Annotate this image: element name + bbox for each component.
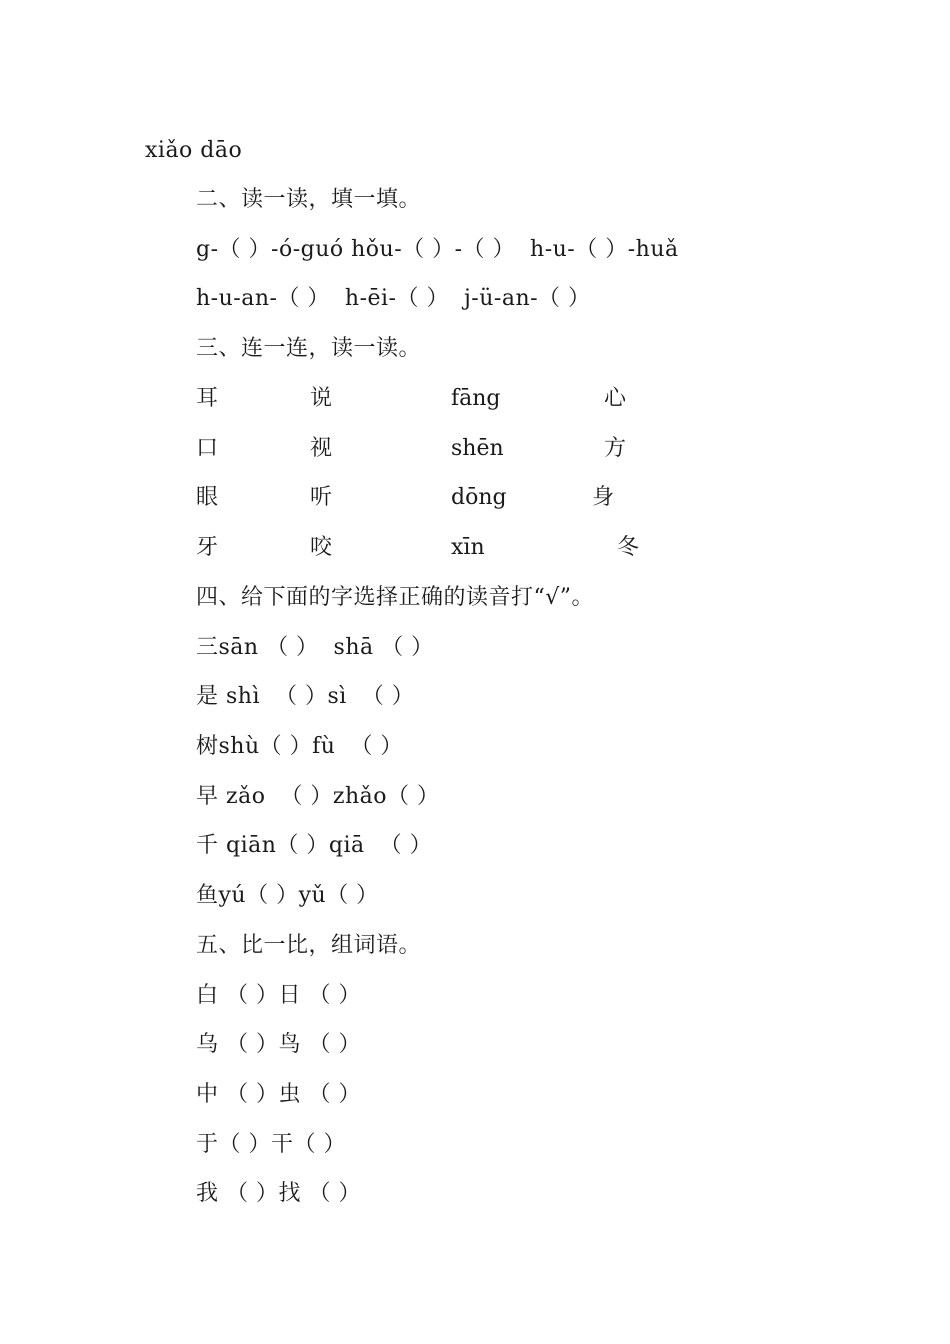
section4-heading: 四、给下面的字选择正确的读音打“√”。 [196,585,595,610]
word-group-item: 中 （ ）虫 （ ） [196,1082,361,1107]
match-char-d: 方 [604,436,627,461]
word-group-item: 乌 （ ）鸟 （ ） [196,1032,361,1057]
match-char-b: 听 [310,485,333,510]
match-char-b: 咬 [310,535,333,560]
section3-heading: 三、连一连，读一读。 [196,336,422,361]
word-group-item: 于（ ）干（ ） [196,1132,346,1157]
match-char-b: 说 [310,386,333,411]
match-char-a: 眼 [196,485,219,510]
match-pinyin: dōng [451,485,507,510]
match-pinyin: xīn [451,535,485,560]
section2-line1: g-（ ）-ó-guó hǒu-（ ）-（ ） h-u-（ ）-huǎ [196,237,679,262]
pronunciation-item: 鱼yú（ ）yǔ（ ） [196,883,379,908]
match-char-b: 视 [310,436,333,461]
section2-line2: h-u-an-（ ） h-ēi-（ ） j-ü-an-（ ） [196,286,591,311]
match-char-d: 冬 [617,535,640,560]
pronunciation-item: 三sān （ ） shā （ ） [196,635,434,660]
section5-heading: 五、比一比，组词语。 [196,933,422,958]
match-char-d: 身 [592,485,615,510]
match-pinyin: fāng [451,386,501,411]
pronunciation-item: 树shù（ ）fù （ ） [196,734,403,759]
match-char-d: 心 [604,386,627,411]
pronunciation-item: 千 qiān（ ）qiā （ ） [196,833,433,858]
word-group-item: 我 （ ）找 （ ） [196,1181,361,1206]
match-char-a: 耳 [196,386,219,411]
top-pinyin: xiǎo dāo [145,138,243,163]
match-pinyin: shēn [451,436,504,461]
section2-heading: 二、读一读，填一填。 [196,187,422,212]
pronunciation-item: 是 shì （ ）sì （ ） [196,684,415,709]
pronunciation-item: 早 zǎo （ ）zhǎo（ ） [196,784,440,809]
match-char-a: 牙 [196,535,219,560]
match-char-a: 口 [196,436,219,461]
word-group-item: 白 （ ）日 （ ） [196,983,361,1008]
